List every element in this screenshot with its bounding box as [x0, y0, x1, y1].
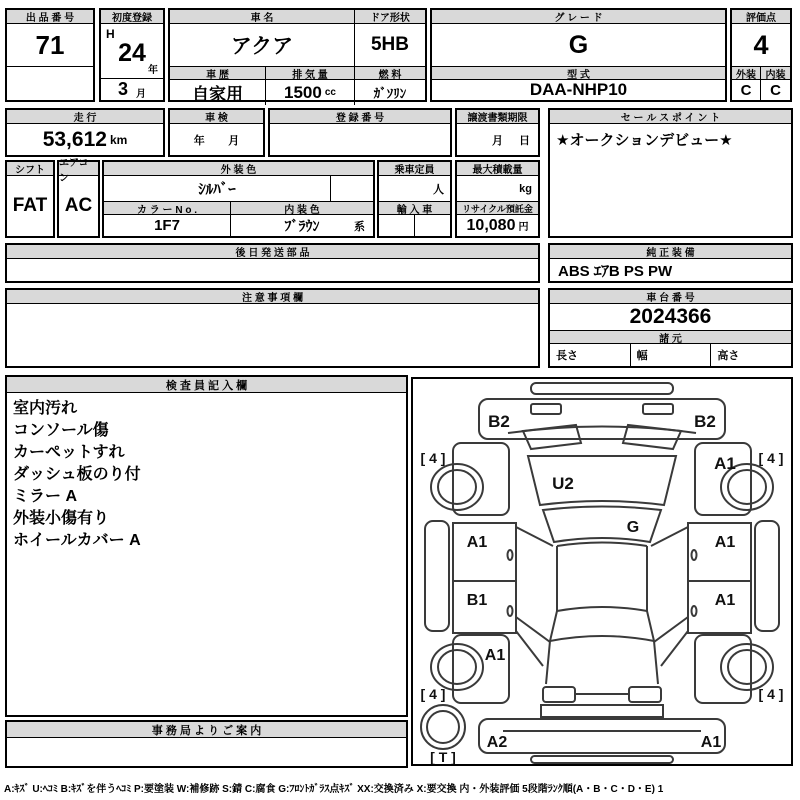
- interior-grade: C: [770, 81, 781, 99]
- exterior-color-extra-cell: [331, 176, 373, 201]
- spec-height-label: [711, 344, 791, 366]
- interior-label: 内装: [761, 67, 790, 80]
- spec-width-label: [631, 344, 712, 366]
- interior-color-suffix: 系: [354, 220, 365, 233]
- door-shape-label: ドア形状: [355, 10, 425, 24]
- recycle-unit: 円: [518, 222, 529, 233]
- inspector-note-line: 室内汚れ: [13, 400, 78, 417]
- first-registration-month: 3: [117, 79, 128, 99]
- fuel-label: 燃 料: [355, 66, 425, 80]
- inspection-label: 車 検: [170, 110, 263, 124]
- inspection-month-label: 月: [228, 134, 240, 147]
- damage-code-legend: A:ｷｽﾞ U:ﾍｺﾐ B:ｷｽﾞを伴うﾍｺﾐ P:要塗装 W:補修跡 S:錆 C:腐食 G:ﾌﾛﾝﾄｶﾞﾗｽ点ｷｽﾞ XX:交換済み X:要交換 内・外装評価 5段階ﾗﾝｸ順(A・B・C・D・E) 1: [4, 784, 664, 795]
- mileage-cell: [7, 124, 163, 155]
- inspection-year-label: 年: [193, 134, 205, 147]
- aircon-box: [57, 157, 100, 238]
- rear-slot-left: [543, 687, 575, 702]
- car-damage-diagram-box: [411, 377, 793, 766]
- capacity-cell: [379, 176, 450, 201]
- damage-label-windshield: G: [626, 519, 640, 536]
- unfold-line: [516, 527, 553, 546]
- notice-label: 注 意 事 項 欄: [7, 290, 538, 304]
- hood-shape: [528, 456, 676, 505]
- displacement-label: 排 気 量: [266, 66, 355, 80]
- door-handle: [508, 550, 513, 560]
- grade-box: [430, 8, 727, 102]
- inspector-note-line: ホイールカバー A: [13, 532, 141, 549]
- shift-value: FAT: [12, 195, 48, 216]
- lot-number-empty-cell: [7, 66, 93, 100]
- front-door-right-shape: [688, 523, 751, 581]
- registration-number-label: 登 録 番 号: [270, 110, 450, 124]
- deadline-month-label: 月: [492, 134, 503, 147]
- import-car-cell-left: [379, 215, 415, 236]
- office-notice-empty: [7, 738, 406, 766]
- inspector-note-line: 外装小傷有り: [13, 510, 110, 527]
- color-no-label: カ ラ ー N o .: [104, 201, 231, 215]
- front-bumper-slot-left: [531, 404, 561, 414]
- displacement-value: 1500: [284, 82, 322, 102]
- chassis-box: [548, 288, 793, 368]
- front-bumper-shape: [479, 399, 725, 439]
- mileage-unit: km: [109, 132, 128, 147]
- width-label-text: 幅: [636, 350, 648, 362]
- rear-edge-bar: [531, 756, 673, 763]
- capacity-unit: 人: [433, 183, 444, 196]
- inspection-box: [168, 108, 265, 157]
- sales-point-box: [548, 108, 793, 238]
- notice-empty: [7, 304, 538, 366]
- office-notice-box: [5, 720, 408, 768]
- capacity-box: [377, 160, 452, 238]
- damage-label-rear-fender-left: A1: [484, 647, 506, 664]
- sill-left-shape: [425, 521, 449, 631]
- car-damage-diagram: [413, 379, 791, 764]
- chassis-label: 車 台 番 号: [550, 290, 791, 304]
- rear-wheel-right-inner: [728, 650, 766, 684]
- first-registration-month-cell: [101, 78, 163, 100]
- max-load-unit: kg: [519, 182, 532, 195]
- registration-number-box: [268, 108, 452, 157]
- aircon-label: エアコン: [59, 162, 98, 176]
- interior-color-value: ﾌﾞﾗｳﾝ: [284, 217, 320, 234]
- roof-front-line: [557, 543, 647, 547]
- interior-color-cell: [231, 215, 373, 236]
- damage-label-front-bumper-left: B2: [488, 412, 510, 431]
- damage-label-front-door-right: A1: [714, 534, 736, 551]
- first-registration-box: [99, 8, 165, 102]
- spare-tire-label: [ T ]: [430, 749, 456, 764]
- door-handle: [692, 550, 697, 560]
- rear-wheel-left-inner: [438, 650, 476, 684]
- score-value: 4: [753, 29, 769, 60]
- unfold-line: [516, 631, 543, 666]
- later-parts-label: 後 日 発 送 部 品: [7, 245, 538, 259]
- max-load-label: 最大積載量: [457, 162, 538, 176]
- sales-point-value: ★オークションデビュー★: [556, 132, 733, 149]
- car-name-box: [168, 8, 427, 102]
- recycle-label: リサイクル預託金: [457, 201, 538, 215]
- roof-rear-line: [557, 607, 647, 611]
- mileage-label: 走 行: [7, 110, 163, 124]
- model-code-value: DAA-NHP10: [529, 80, 628, 99]
- first-registration-label: 初度登録: [101, 10, 163, 24]
- rear-panel-lower: [541, 705, 663, 717]
- exterior-color-value: ｼﾙﾊﾞｰ: [104, 176, 331, 201]
- lot-number-box: [5, 8, 95, 102]
- shift-box: [5, 160, 55, 238]
- first-registration-year: 24: [118, 38, 146, 67]
- score-label: 評価点: [732, 10, 790, 24]
- fuel-value: ｶﾞｿﾘﾝ: [373, 86, 407, 101]
- hatch-left-line: [546, 641, 550, 684]
- color-box: [102, 160, 375, 238]
- recycle-value: 10,080: [466, 216, 516, 234]
- height-label-text: 高さ: [717, 350, 740, 362]
- specs-label: 諸 元: [550, 330, 791, 344]
- front-door-left-shape: [453, 523, 516, 581]
- registration-number-value: [270, 124, 450, 155]
- office-notice-label: 事 務 局 よ り ご 案 内: [7, 722, 406, 738]
- sill-right-shape: [755, 521, 779, 631]
- first-registration-year-cell: [101, 24, 163, 78]
- car-history-label: 車 歴: [170, 66, 266, 80]
- displacement-unit: cc: [324, 87, 336, 98]
- transfer-deadline-label: 譲渡書類期限: [457, 110, 538, 124]
- car-name-value: アクア: [170, 24, 355, 66]
- notice-box: [5, 288, 540, 368]
- inspector-notes-box: [5, 375, 408, 717]
- import-car-label: 輸 入 車: [379, 201, 450, 215]
- later-parts-empty: [7, 259, 538, 281]
- rear-bumper-shape: [479, 719, 725, 753]
- damage-label-hood: U2: [552, 474, 574, 493]
- front-bumper-slot-right: [643, 404, 673, 414]
- aircon-value: AC: [64, 195, 93, 216]
- sales-point-label: セ ー ル ス ポ イ ン ト: [550, 110, 791, 124]
- era-letter: H: [106, 27, 115, 41]
- spec-length-label: [550, 344, 631, 366]
- model-code-label: 型 式: [432, 66, 725, 80]
- import-car-cell-right: [415, 215, 450, 236]
- mileage-box: [5, 108, 165, 157]
- mileage-value: 53,612: [42, 127, 107, 151]
- front-wheel-left-inner: [438, 470, 476, 504]
- exterior-label: 外装: [732, 67, 761, 80]
- capacity-label: 乗車定員: [379, 162, 450, 176]
- year-unit: 年: [148, 65, 158, 76]
- equipment-box: [548, 243, 793, 283]
- car-history-value: 自家用: [170, 80, 266, 105]
- recycle-cell: [457, 215, 538, 236]
- exterior-color-label: 外 装 色: [104, 162, 373, 176]
- spare-tire-inner: [427, 711, 459, 743]
- unfold-line: [661, 631, 688, 666]
- windshield-shape: [543, 507, 661, 543]
- damage-label-front-fender-right: A1: [714, 454, 736, 473]
- color-no-value: 1F7: [104, 215, 231, 236]
- equipment-label: 純 正 装 備: [550, 245, 791, 259]
- inspection-cell: [170, 124, 263, 155]
- damage-label-front-bumper-right: B2: [694, 412, 716, 431]
- lot-number-value: 71: [35, 29, 65, 60]
- lot-number-label: 出 品 番 号: [7, 10, 93, 24]
- unfold-line: [651, 527, 688, 546]
- tire-rank-front-right: [ 4 ]: [758, 450, 784, 466]
- length-label-text: 長さ: [556, 350, 578, 362]
- tire-rank-rear-left: [ 4 ]: [420, 686, 446, 702]
- rear-slot-right: [629, 687, 661, 702]
- tire-rank-front-left: [ 4 ]: [420, 450, 446, 466]
- grade-label: グ レ ー ド: [432, 10, 725, 24]
- month-unit: 月: [136, 89, 146, 100]
- interior-color-label: 内 装 色: [231, 201, 373, 215]
- damage-label-front-door-left: A1: [466, 534, 488, 551]
- transfer-deadline-box: [455, 108, 540, 157]
- headlight-right: [623, 425, 681, 449]
- max-load-box: [455, 160, 540, 238]
- damage-label-rear-bumper-right: A1: [700, 734, 722, 751]
- hatch-right-line: [654, 641, 658, 684]
- deadline-day-label: 日: [519, 134, 530, 147]
- door-handle: [508, 606, 513, 616]
- chassis-value: 2024366: [629, 305, 712, 328]
- front-wheel-right-inner: [728, 470, 766, 504]
- shift-label: シフト: [7, 162, 53, 176]
- door-handle: [692, 606, 697, 616]
- inspector-note-line: ダッシュ板のり付: [13, 466, 141, 483]
- inspector-note-line: ミラー A: [13, 488, 78, 505]
- transfer-deadline-cell: [457, 124, 538, 155]
- inspector-note-line: コンソール傷: [13, 422, 109, 439]
- inspector-notes-label: 検 査 員 記 入 欄: [7, 377, 406, 393]
- rear-window-shape: [550, 611, 654, 641]
- front-edge-bar: [531, 383, 673, 394]
- max-load-cell: [457, 176, 538, 201]
- exterior-grade: C: [732, 80, 761, 100]
- damage-label-rear-door-left: B1: [466, 592, 488, 609]
- damage-label-rear-bumper-left: A2: [486, 734, 508, 751]
- equipment-value: ABS ｴｱB PS PW: [558, 262, 673, 280]
- car-name-label: 車 名: [170, 10, 355, 24]
- later-parts-box: [5, 243, 540, 283]
- tire-rank-rear-right: [ 4 ]: [758, 686, 784, 702]
- displacement-cell: [266, 80, 355, 105]
- inspector-note-line: カーペットすれ: [13, 444, 125, 461]
- damage-label-rear-door-right: A1: [714, 592, 736, 609]
- score-box: [730, 8, 792, 102]
- door-shape-value: 5HB: [370, 34, 409, 55]
- grade-value: G: [568, 30, 589, 59]
- headlight-left: [523, 425, 581, 449]
- inspector-notes-content: [7, 393, 406, 715]
